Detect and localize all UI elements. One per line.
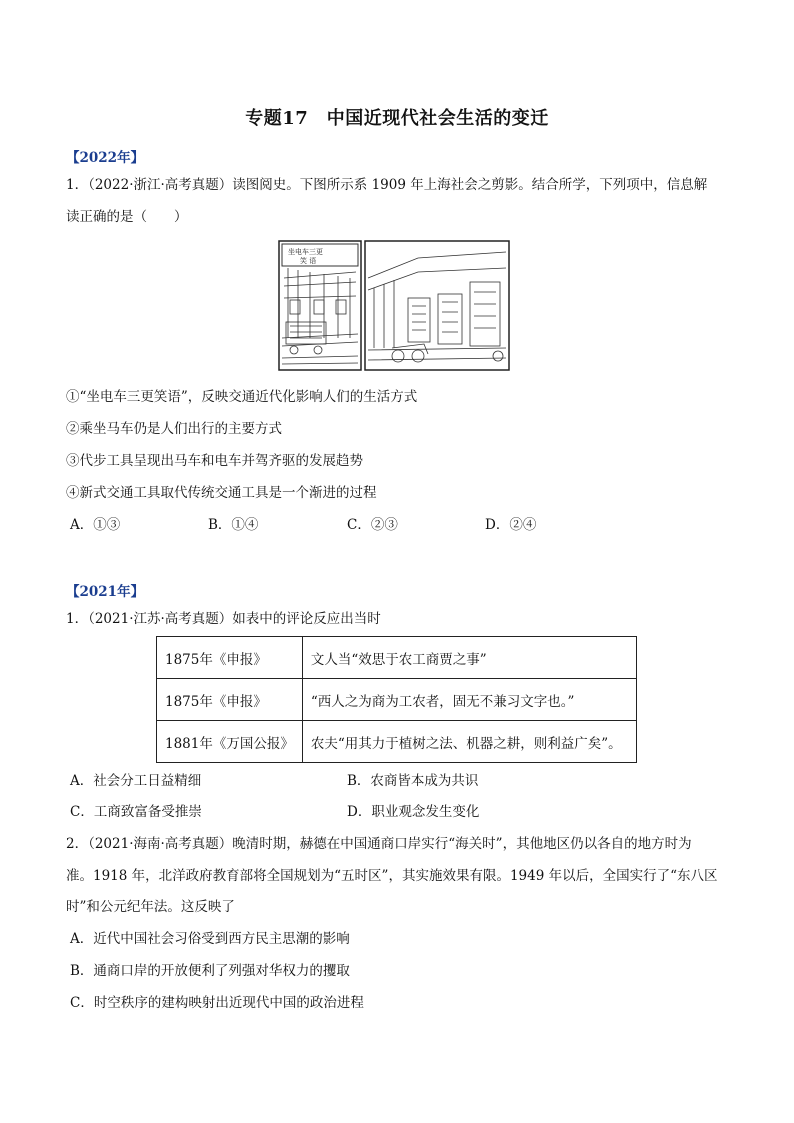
- option-b[interactable]: B．通商口岸的开放便利了列强对华权力的攫取: [70, 963, 350, 979]
- quote-table: [156, 636, 637, 763]
- question-stem: 1．（2021·江苏·高考真题）如表中的评论反应出当时: [66, 611, 381, 627]
- option-d[interactable]: D．职业观念发生变化: [347, 804, 480, 820]
- option-b[interactable]: B．①④: [208, 517, 259, 533]
- question-stem: 1．（2022·浙江·高考真题）读图阅史。下图所示系 1909 年上海社会之剪影。结合所学，下列项中，信息解: [66, 177, 708, 193]
- svg-text:笑 语: 笑 语: [300, 257, 317, 265]
- svg-text:坐电车三更: 坐电车三更: [288, 248, 323, 256]
- option-c[interactable]: C．时空秩序的建构映射出近现代中国的政治进程: [70, 995, 364, 1011]
- table-cell-source: 1881年《万国公报》: [157, 721, 303, 763]
- question-stem: 时”和公元纪年法。这反映了: [66, 899, 235, 915]
- statement-4: ④新式交通工具取代传统交通工具是一个渐进的过程: [66, 485, 377, 501]
- question-stem: 准。1918 年，北洋政府教育部将全国规划为“五时区”，其实施效果有限。1949 年以后，全国实行了“东八区: [66, 868, 718, 884]
- historical-photo-figure: [278, 238, 512, 372]
- option-c[interactable]: C．②③: [347, 517, 398, 533]
- table-cell-source: 1875年《申报》: [157, 679, 303, 721]
- table-row: [157, 679, 637, 721]
- table-cell-quote: 文人当“效思于农工商贾之事”: [302, 637, 636, 679]
- shanghai-1909-sketch: [278, 238, 512, 372]
- statement-2: ②乘坐马车仍是人们出行的主要方式: [66, 421, 282, 437]
- option-b[interactable]: B．农商皆本成为共识: [347, 773, 479, 789]
- option-a[interactable]: A．①③: [70, 517, 121, 533]
- question-stem: 读正确的是（ ）: [66, 209, 188, 225]
- statement-3: ③代步工具呈现出马车和电车并驾齐驱的发展趋势: [66, 453, 363, 469]
- year-heading-2022: 【2022年】: [66, 150, 145, 166]
- year-heading-2021: 【2021年】: [66, 584, 145, 600]
- table-row: [157, 721, 637, 763]
- option-a[interactable]: A．近代中国社会习俗受到西方民主思潮的影响: [70, 931, 350, 947]
- option-c[interactable]: C．工商致富备受推崇: [70, 804, 202, 820]
- table-cell-source: 1875年《申报》: [157, 637, 303, 679]
- statement-1: ①“坐电车三更笑语”，反映交通近代化影响人们的生活方式: [66, 389, 418, 405]
- option-a[interactable]: A．社会分工日益精细: [70, 773, 202, 789]
- table-cell-quote: “西人之为商为工农者，固无不兼习文字也。”: [302, 679, 636, 721]
- question-stem: 2．（2021·海南·高考真题）晚清时期，赫德在中国通商口岸实行“海关时”，其他地区仍以各自的地方时为: [66, 836, 692, 852]
- option-d[interactable]: D．②④: [485, 517, 537, 533]
- table-row: [157, 637, 637, 679]
- page-title: 专题17 中国近现代社会生活的变迁: [245, 108, 549, 129]
- table-cell-quote: 农夫“用其力于植树之法、机器之耕，则利益广矣”。: [302, 721, 636, 763]
